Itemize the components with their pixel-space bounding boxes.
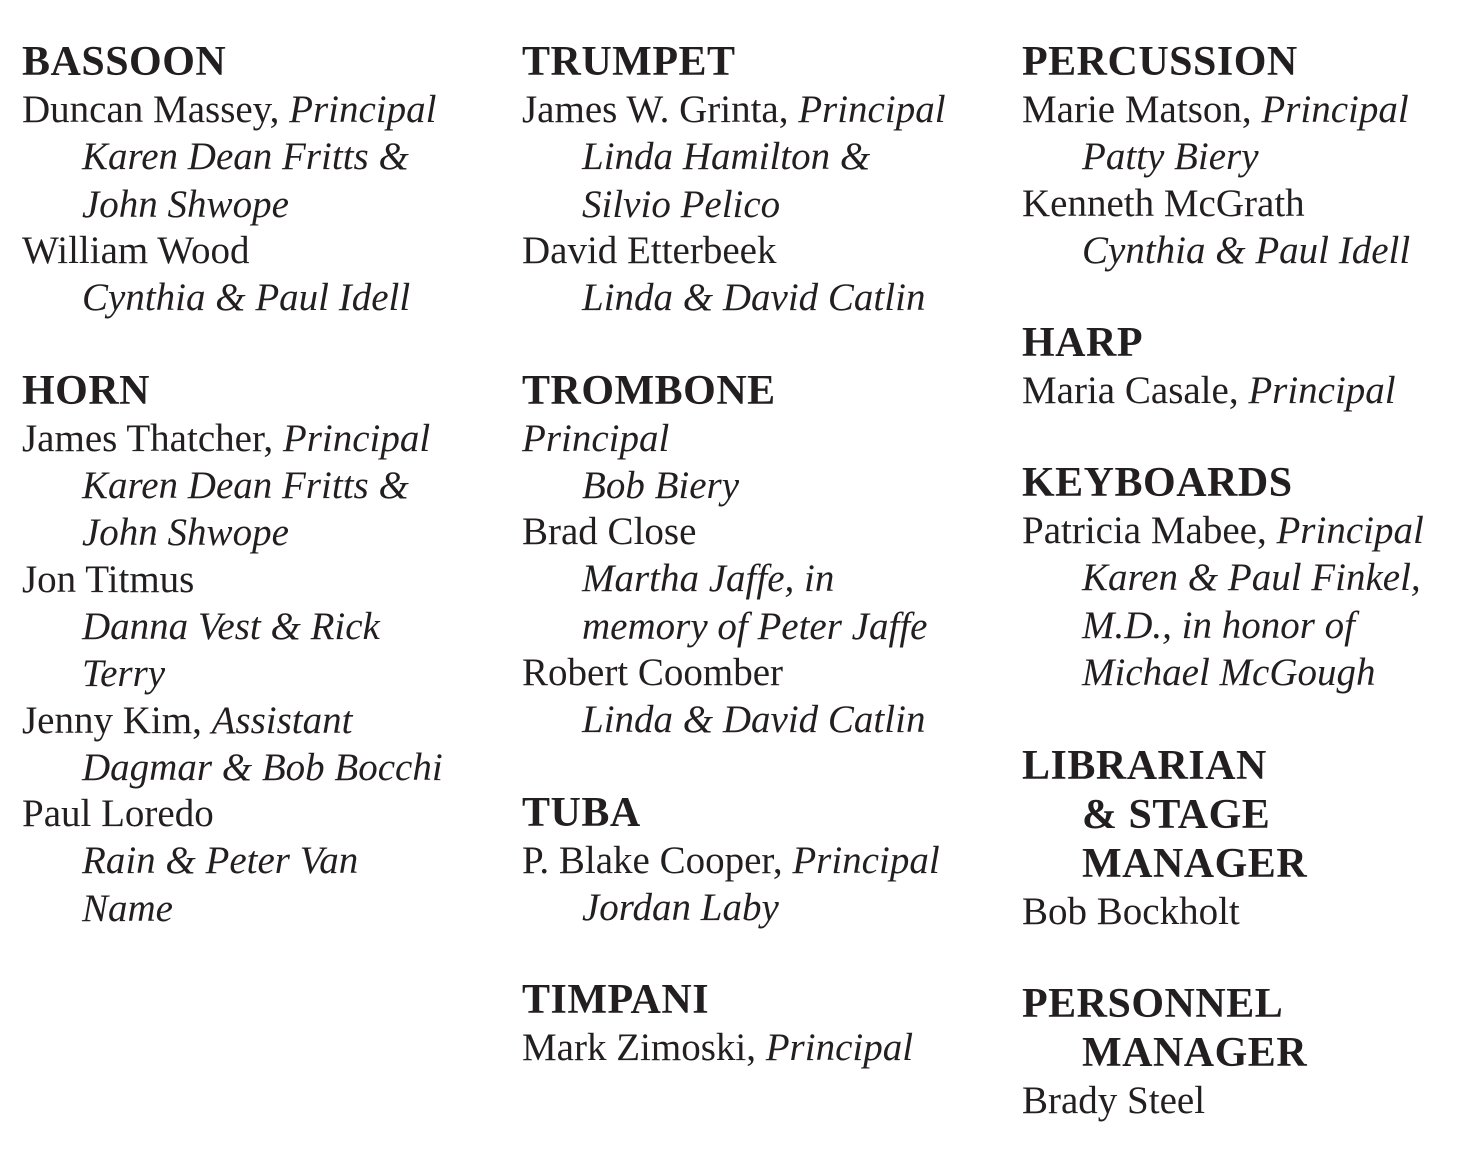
section-horn <box>22 367 502 933</box>
section-title-line: & STAGE <box>1082 791 1271 838</box>
player-name: Jon Titmus <box>22 557 195 601</box>
player-name: William Wood <box>22 229 250 272</box>
chair-sponsor: Silvio Pelico <box>582 182 781 226</box>
chair-sponsor: Cynthia & Paul Idell <box>1082 228 1411 272</box>
chair-sponsor: Linda & David Catlin <box>582 698 926 741</box>
chair-sponsor: Patty Biery <box>1082 135 1259 178</box>
section-percussion <box>1022 38 1477 274</box>
chair-sponsor: Karen Dean Fritts & <box>82 135 409 178</box>
player-name: James Thatcher <box>22 416 264 460</box>
player-entry <box>522 650 1002 696</box>
player-role: Principal <box>1261 88 1409 131</box>
player-name: Paul Loredo <box>22 792 214 835</box>
player-entry: James Thatcher, Principal <box>22 416 431 460</box>
roster-column-1 <box>22 38 502 977</box>
chair-sponsor: Name <box>82 886 173 930</box>
section-title-line: MANAGER <box>1082 1029 1308 1076</box>
player-entry: James W. Grinta, Principal <box>522 88 946 131</box>
section-trumpet <box>522 38 1002 322</box>
orchestra-roster <box>0 38 1483 1138</box>
player-role: Principal <box>282 416 431 460</box>
chair-sponsor: Jordan Laby <box>582 885 779 929</box>
chair-sponsor: Martha Jaffe, in <box>582 557 835 600</box>
section-title <box>1022 742 1477 889</box>
section-title-line: BASSOON <box>22 39 227 85</box>
roster-column-3 <box>1022 38 1477 1169</box>
player-name: Duncan Massey <box>22 88 270 131</box>
chair-sponsor: Linda Hamilton & <box>582 135 871 178</box>
player-entry: Patricia Mabee, Principal <box>1022 509 1424 552</box>
player-role: Principal <box>1248 369 1396 412</box>
player-entry <box>522 416 1002 462</box>
player-name: Patricia Mabee <box>1022 509 1257 552</box>
player-name: P. Blake Cooper <box>522 838 773 882</box>
section-title <box>522 789 1002 838</box>
player-entry: Duncan Massey, Principal <box>22 88 437 131</box>
section-title <box>1022 459 1477 508</box>
chair-sponsor: Dagmar & Bob Bocchi <box>82 745 443 789</box>
section-title <box>22 38 502 87</box>
player-role: Principal <box>1276 509 1424 552</box>
section-title-line: KEYBOARDS <box>1022 460 1293 506</box>
chair-sponsor: Karen Dean Fritts & <box>82 463 409 507</box>
player-role: Assistant <box>211 698 353 742</box>
player-entry: Maria Casale, Principal <box>1022 369 1396 412</box>
player-entry <box>22 228 502 274</box>
section-title-line: PERCUSSION <box>1022 39 1298 85</box>
player-name: Brad Close <box>522 510 697 553</box>
chair-sponsor: M.D., in honor of <box>1082 603 1355 647</box>
section-trombone <box>522 367 1002 744</box>
player-entry: P. Blake Cooper, Principal <box>522 838 940 882</box>
chair-sponsor: Cynthia & Paul Idell <box>82 276 411 319</box>
section-title-line: LIBRARIAN <box>1022 742 1267 789</box>
section-title-line: TROMBONE <box>522 367 776 414</box>
player-name: Robert Coomber <box>522 651 784 694</box>
player-entry <box>22 557 502 603</box>
section-title <box>22 367 502 416</box>
player-entry: Mark Zimoski, Principal <box>522 1026 914 1069</box>
section-title <box>522 367 1002 416</box>
section-title-line: TIMPANI <box>522 977 710 1023</box>
chair-sponsor: Karen & Paul Finkel, <box>1082 556 1421 599</box>
section-title <box>522 976 1002 1025</box>
section-librarian-and-stage-manager <box>1022 742 1477 935</box>
player-entry <box>1022 889 1477 935</box>
section-title-line: TUBA <box>522 789 641 836</box>
player-name: Bob Bockholt <box>1022 889 1240 933</box>
section-bassoon <box>22 38 502 322</box>
section-title <box>1022 319 1477 368</box>
player-role: Principal <box>765 1026 914 1069</box>
section-title-line: MANAGER <box>1082 840 1308 887</box>
section-personnel-manager <box>1022 980 1477 1124</box>
section-title <box>1022 38 1477 87</box>
chair-sponsor: Rain & Peter Van <box>82 839 359 882</box>
section-title-line: HORN <box>22 367 150 414</box>
section-keyboards <box>1022 459 1477 697</box>
player-name: James W. Grinta <box>522 88 779 131</box>
player-name: Kenneth McGrath <box>1022 181 1305 225</box>
player-entry: Marie Matson, Principal <box>1022 88 1409 131</box>
chair-sponsor: Danna Vest & Rick <box>82 604 380 648</box>
chair-sponsor: John Shwope <box>82 182 289 226</box>
chair-sponsor: John Shwope <box>82 511 289 554</box>
player-name: Mark Zimoski <box>522 1026 747 1069</box>
chair-sponsor: Bob Biery <box>582 463 740 507</box>
player-role: Principal <box>522 416 670 460</box>
player-role: Principal <box>289 88 437 131</box>
section-harp <box>1022 319 1477 414</box>
player-role: Principal <box>798 88 946 131</box>
player-entry <box>1022 1078 1477 1124</box>
roster-column-2 <box>522 38 1002 1116</box>
player-name: David Etterbeek <box>522 229 777 272</box>
chair-sponsor: Terry <box>82 652 166 695</box>
section-tuba <box>522 789 1002 932</box>
section-timpani <box>522 976 1002 1071</box>
section-title <box>522 38 1002 87</box>
chair-sponsor: Linda & David Catlin <box>582 276 926 319</box>
player-entry <box>522 228 1002 274</box>
player-name: Jenny Kim <box>22 698 193 742</box>
player-role: Principal <box>792 838 940 882</box>
section-title <box>1022 980 1477 1078</box>
section-title-line: HARP <box>1022 320 1143 366</box>
player-entry <box>22 791 502 837</box>
player-entry <box>522 509 1002 555</box>
player-entry: Jenny Kim, Assistant <box>22 698 353 742</box>
section-title-line: PERSONNEL <box>1022 980 1284 1027</box>
section-title-line: TRUMPET <box>522 39 736 85</box>
player-name: Brady Steel <box>1022 1078 1206 1122</box>
player-name: Marie Matson <box>1022 88 1242 131</box>
chair-sponsor: Michael McGough <box>1082 651 1376 694</box>
player-name: Maria Casale <box>1022 369 1229 412</box>
player-entry <box>1022 181 1477 227</box>
chair-sponsor: memory of Peter Jaffe <box>582 604 928 648</box>
